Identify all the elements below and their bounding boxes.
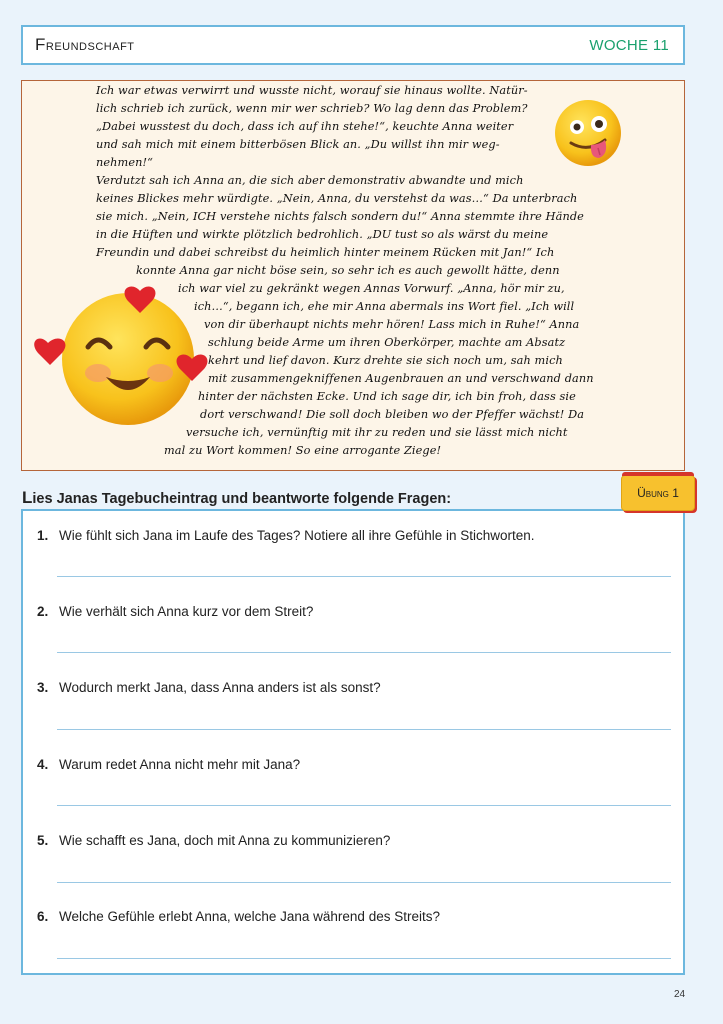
answer-line[interactable]	[57, 576, 671, 577]
diary-line: dort verschwand! Die soll doch bleiben wo der Pfeffer wächst! Da	[200, 408, 585, 421]
question-text: Wie schafft es Jana, doch mit Anna zu kommunizieren?	[59, 833, 391, 848]
diary-line: lich schrieb ich zurück, wenn mir wer schrieb? Wo lag denn das Problem?	[96, 102, 528, 115]
week-label: WOCHE 11	[589, 36, 669, 54]
diary-line: mit zusammengekniffenen Augenbrauen an und verschwand dann	[208, 372, 594, 385]
question-text: Warum redet Anna nicht mehr mit Jana?	[59, 757, 301, 772]
page-number: 24	[674, 989, 686, 1000]
question-item	[37, 833, 390, 848]
header-title: Freundschaft	[35, 35, 135, 54]
diary-line: „Dabei wusstest du doch, dass ich auf ihn stehe!“, keuchte Anna weiter	[96, 120, 514, 133]
diary-line: Verdutzt sah ich Anna an, die sich aber demonstrativ abwandte und mich	[96, 174, 524, 187]
question-item	[37, 680, 381, 695]
diary-line: keines Blickes mehr würdigte. „Nein, Anna, du verstehst da was…“ Da unterbrach	[96, 192, 578, 205]
hearts-smiling-emoji-icon	[32, 281, 212, 431]
question-number: 3.	[37, 680, 49, 695]
exercise-badge: Übung 1	[621, 475, 695, 511]
question-item	[37, 528, 535, 543]
diary-line: in die Hüften und wirkte plötzlich bedrohlich. „DU tust so als wärst du meine	[96, 228, 549, 241]
question-number: 4.	[37, 757, 49, 772]
tongue-out-emoji-icon	[553, 98, 623, 168]
question-number: 1.	[37, 528, 49, 543]
question-item	[37, 604, 313, 619]
answer-line[interactable]	[57, 729, 671, 730]
answer-line[interactable]	[57, 652, 671, 653]
diary-line: nehmen!“	[96, 156, 154, 169]
instruction-initial: L	[22, 488, 33, 507]
diary-line: Freundin und dabei schreibst du heimlich hinter meinem Rücken mit Jan!“ Ich	[96, 246, 555, 259]
answer-line[interactable]	[57, 958, 671, 959]
diary-line: mal zu Wort kommen! So eine arrogante Ziege!	[164, 444, 442, 457]
diary-entry-box	[21, 80, 685, 471]
diary-line: versuche ich, vernünftig mit ihr zu reden und sie lässt mich nicht	[186, 426, 568, 439]
diary-line: Ich war etwas verwirrt und wusste nicht, worauf sie hinaus wollte. Natür-	[96, 84, 528, 97]
instruction-text: ies Janas Tagebucheintrag und beantworte folgende Fragen:	[32, 491, 452, 507]
answer-line[interactable]	[57, 882, 671, 883]
question-number: 5.	[37, 833, 49, 848]
diary-line: und sah mich mit einem bitterbösen Blick an. „Du willst ihn mir weg-	[96, 138, 500, 151]
diary-line: schlung beide Arme um ihren Oberkörper, machte am Absatz	[208, 336, 566, 349]
diary-line: ich…“, begann ich, ehe mir Anna abermals ins Wort fiel. „Ich will	[194, 300, 575, 313]
question-item	[37, 757, 300, 772]
page-header	[21, 25, 685, 65]
diary-line: sie mich. „Nein, ICH verstehe nichts falsch sondern du!“ Anna stemmte ihre Hände	[96, 210, 584, 223]
question-text: Wie fühlt sich Jana im Laufe des Tages? Notiere all ihre Gefühle in Stichworten.	[59, 528, 535, 543]
exercise-instruction	[22, 488, 451, 508]
diary-line: von dir überhaupt nichts mehr hören! Lass mich in Ruhe!“ Anna	[204, 318, 580, 331]
question-item	[37, 909, 440, 924]
answer-line[interactable]	[57, 805, 671, 806]
question-number: 6.	[37, 909, 49, 924]
diary-line: kehrt und lief davon. Kurz drehte sie sich noch um, sah mich	[208, 354, 563, 367]
question-text: Wie verhält sich Anna kurz vor dem Streit?	[59, 604, 314, 619]
questions-box	[21, 509, 685, 975]
diary-line: konnte Anna gar nicht böse sein, so sehr ich es auch gewollt hätte, denn	[136, 264, 560, 277]
question-number: 2.	[37, 604, 49, 619]
diary-line: hinter der nächsten Ecke. Und ich sage dir, ich bin froh, dass sie	[198, 390, 576, 403]
question-text: Wodurch merkt Jana, dass Anna anders ist als sonst?	[59, 680, 381, 695]
diary-line: ich war viel zu gekränkt wegen Annas Vorwurf. „Anna, hör mir zu,	[178, 282, 565, 295]
question-text: Welche Gefühle erlebt Anna, welche Jana während des Streits?	[59, 909, 440, 924]
